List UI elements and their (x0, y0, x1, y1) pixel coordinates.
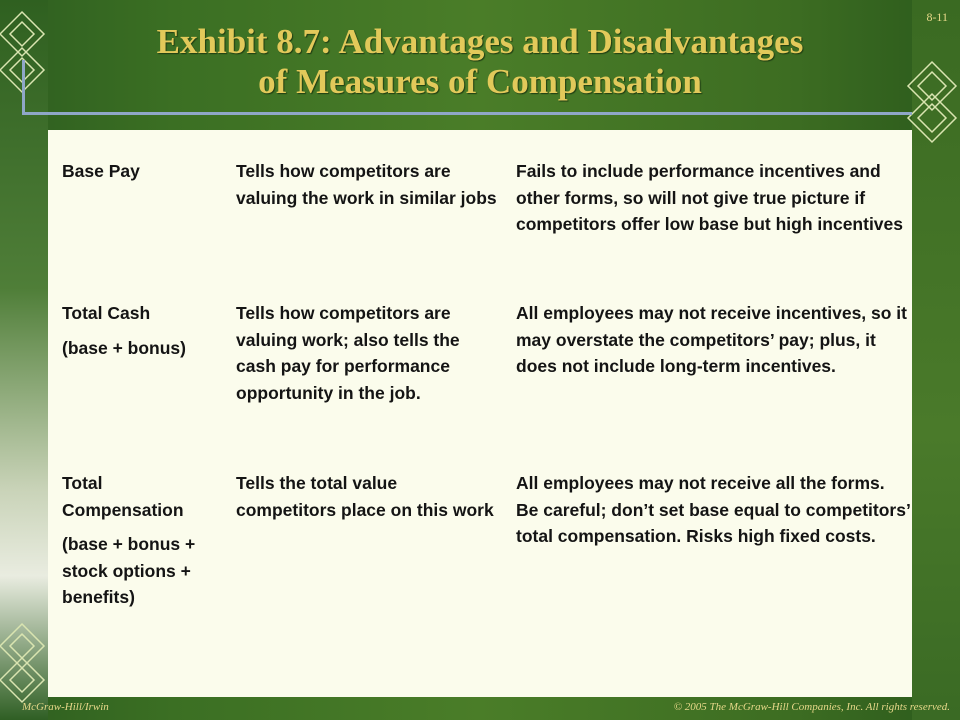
title-line-2: of Measures of Compensation (258, 62, 702, 101)
disadvantage-cell: All employees may not receive all the forms. Be careful; don’t set base equal to competitors’ total compensation. Risks high fixed costs. (516, 473, 910, 546)
advantage-cell: Tells the total value competitors place on this work (236, 473, 494, 520)
measure-detail: (base + bonus + stock options + benefits) (62, 534, 196, 607)
disadvantage-cell: Fails to include performance incentives and other forms, so will not give true picture if competitors offer low base but high incentives (516, 161, 903, 234)
slide-title (60, 22, 900, 102)
title-rule-vertical (22, 60, 25, 115)
footer-publisher: McGraw-Hill/Irwin (22, 701, 109, 713)
measure-cell (62, 300, 222, 361)
measure-cell (62, 158, 222, 185)
slide-number: 8-11 (926, 10, 948, 24)
measure-cell (62, 470, 222, 611)
measure-label: Total Compensation (62, 473, 184, 520)
footer-copyright: © 2005 The McGraw-Hill Companies, Inc. All rights reserved. (673, 701, 950, 713)
diamond-ornament-bottom-left-icon (0, 622, 48, 704)
advantage-cell: Tells how competitors are valuing the work in similar jobs (236, 161, 497, 208)
measure-label: Total Cash (62, 303, 151, 323)
measure-detail: (base + bonus) (62, 337, 186, 358)
measure-label: Base Pay (62, 161, 140, 181)
content-panel (48, 130, 912, 697)
disadvantage-cell: All employees may not receive incentives, so it may overstate the competitors’ pay; plus, it does not include long-term incentives. (516, 303, 907, 376)
advantage-cell: Tells how competitors are valuing work; also tells the cash pay for performance opportunity in the job. (236, 303, 460, 403)
title-rule-horizontal (22, 112, 912, 115)
title-line-1: Exhibit 8.7: Advantages and Disadvantages (156, 22, 804, 61)
diamond-ornament-top-right-icon (904, 58, 960, 148)
